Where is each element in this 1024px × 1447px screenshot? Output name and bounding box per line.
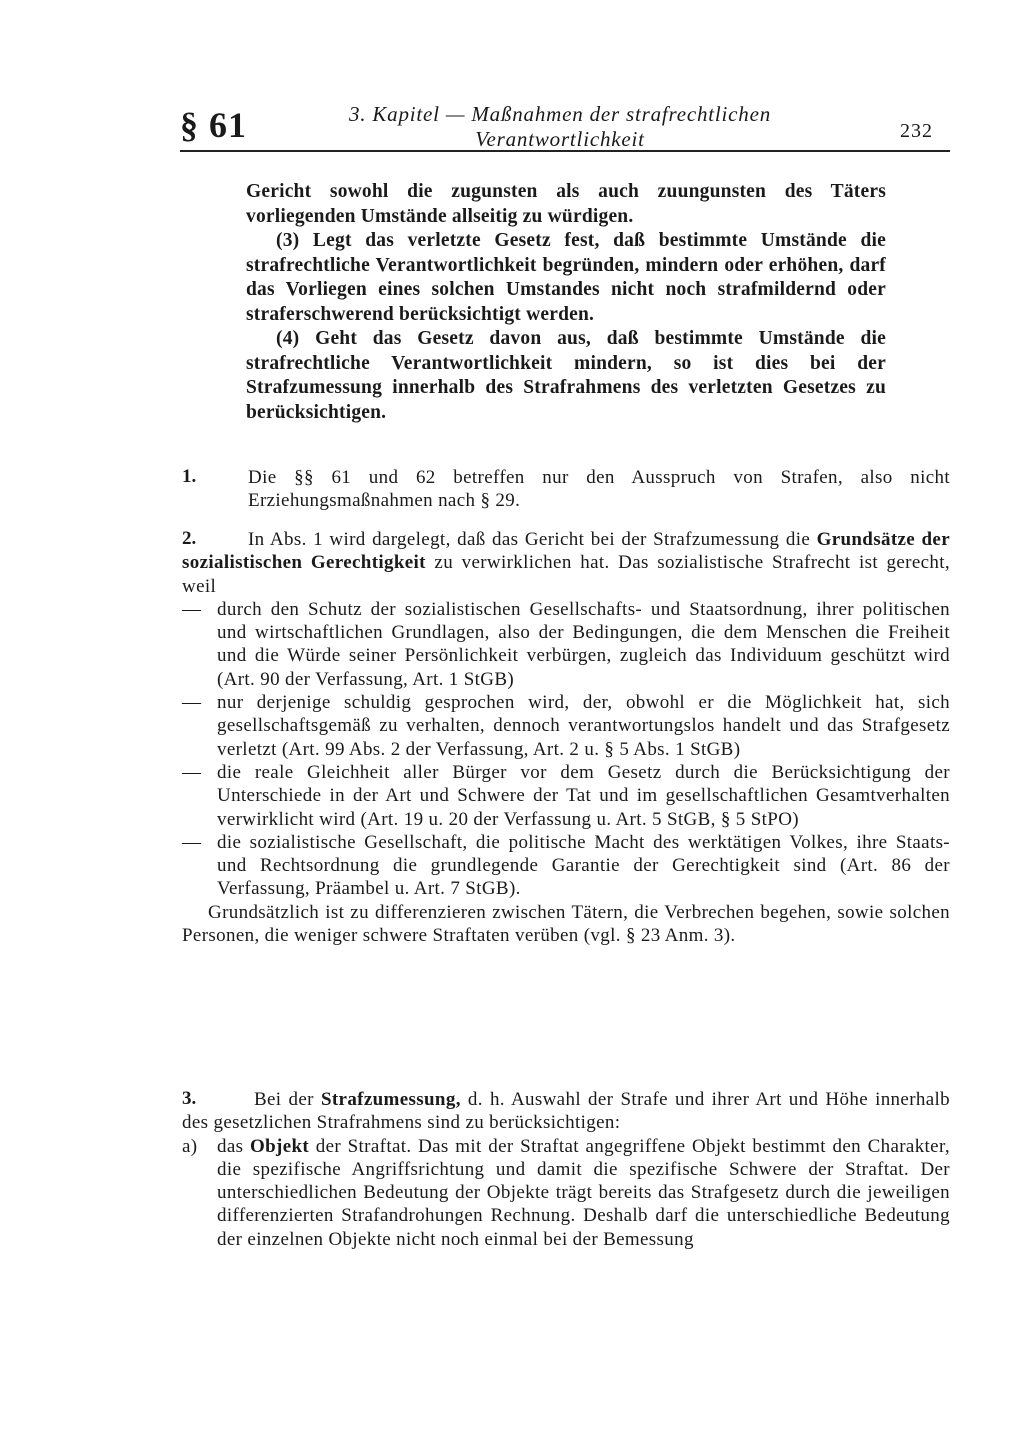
- note-3-body: [182, 1088, 950, 1251]
- note-2-number: 2.: [182, 528, 197, 549]
- note-2-item-3: — die reale Gleichheit aller Bürger vor dem Gesetz durch die Berücksichtigung der Unterschiede in der Art und Schwere der Tat und im gesellschaftlichen Gesamtverhalten verwirklicht wird (Art. 19 u. 20 der Verfassung u. Art. 5 StGB, § 5 StPO): [182, 761, 950, 830]
- note-3-item-a: a) das Objekt der Straftat. Das mit der Straftat angegriffene Objekt bestimmt den Charakter, die spezifische Angriffsrichtung und damit die spezifische Schwere der Straftat. Der unterschiedlichen Bedeutung der Objekte trägt bereits das Strafgesetz durch die jeweiligen differenzierten Strafandrohungen Rechnung. Deshalb darf die unterschiedliche Bedeutung der einzelnen Objekte nicht noch einmal bei der Bemessung: [182, 1135, 950, 1250]
- note-3-bold-term: Strafzumessung,: [320, 1089, 461, 1110]
- page-number: 232: [900, 120, 933, 142]
- note-2-intro: In Abs. 1 wird dargelegt, daß das Gericht bei der Strafzumessung die Grundsätze der sozialistischen Gerechtigkeit zu verwirklichen hat. Das sozialistische Strafrecht ist gerecht, weil: [182, 529, 950, 597]
- chapter-title: [300, 102, 820, 152]
- note-2-body: [182, 528, 950, 947]
- statute-text: [246, 180, 886, 425]
- section-number: § 61: [180, 105, 247, 145]
- note-2-item-2: — nur derjenige schuldig gesprochen wird, der, obwohl er die Möglichkeit hat, sich gesellschaftsgemäß zu verhalten, dennoch verantwortungslos handelt und das Strafgesetz verletzt (Art. 99 Abs. 2 der Verfassung, Art. 2 u. § 5 Abs. 1 StGB): [182, 692, 950, 760]
- note-2-item-1: — durch den Schutz der sozialistischen Gesellschafts- und Staatsordnung, ihrer politischen und wirtschaftlichen Grundlagen, also der Bedingungen, die dem Menschen die Freiheit und die Würde seiner Persönlichkeit verbürgen, zugleich das Individuum geschützt wird (Art. 90 der Verfassung, Art. 1 StGB): [182, 598, 950, 690]
- note-2-bold-term: Grundsätze der sozialistischen Gerechtigkeit: [182, 529, 950, 574]
- note-3-number: 3.: [182, 1088, 197, 1109]
- note-2-closing: Grundsätzlich ist zu differenzieren zwischen Tätern, die Verbrechen begehen, sowie solchen Personen, die weniger schwere Straftaten verüben (vgl. § 23 Anm. 3).: [182, 901, 950, 947]
- statute-paragraph-continuation: Gericht sowohl die zugunsten als auch zuungunsten des Täters vorliegenden Umstände allseitig zu würdigen.: [246, 181, 886, 227]
- chapter-title-line1: 3. Kapitel — Maßnahmen der strafrechtlichen: [348, 102, 772, 126]
- note-2-item-4: — die sozialistische Gesellschaft, die politische Macht des werktätigen Volkes, ihre Staats- und Rechtsordnung die grundlegende Garantie der Gerechtigkeit sind (Art. 86 der Verfassung, Präambel u. Art. 7 StGB).: [182, 831, 950, 900]
- note-3-item-a-bold: Objekt: [250, 1135, 310, 1157]
- header-divider: [180, 150, 950, 152]
- note-3-intro: Bei der Strafzumessung, d. h. Auswahl der Strafe und ihrer Art und Höhe innerhalb des gesetzlichen Strafrahmens sind zu berücksichtigen:: [182, 1089, 950, 1134]
- statute-paragraph-4: (4) Geht das Gesetz davon aus, daß bestimmte Umstände die strafrechtliche Verantwortlichkeit mindern, so ist dies bei der Strafzumessung innerhalb des Strafrahmens des verletzten Gesetzes zu berücksichtigen.: [246, 328, 886, 423]
- note-1-text: Die §§ 61 und 62 betreffen nur den Ausspruch von Strafen, also nicht Erziehungsmaßnahmen nach § 29.: [248, 467, 950, 512]
- chapter-title-line2: Verantwortlichkeit: [475, 127, 645, 151]
- statute-paragraph-3: (3) Legt das verletzte Gesetz fest, daß bestimmte Umstände die strafrechtliche Verantwortlichkeit begründen, mindern oder erhöhen, darf das Vorliegen eines solchen Umstandes nicht noch strafmildernd oder straferschwerend berücksichtigt werden.: [246, 230, 886, 325]
- note-1-number: 1.: [182, 466, 197, 487]
